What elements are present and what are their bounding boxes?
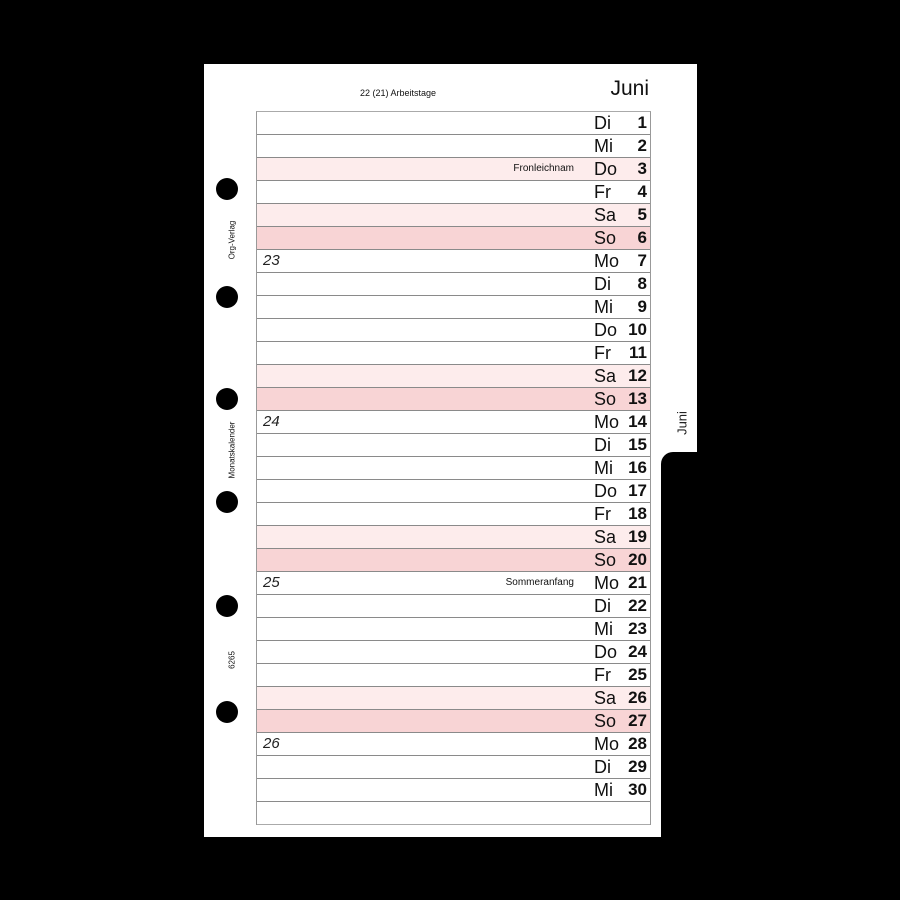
workdays-count: 22 (21) Arbeitstage <box>360 88 437 98</box>
weekday-label: Sa <box>594 527 617 547</box>
weekday-label: Do <box>594 159 618 179</box>
weekday-label: Sa <box>594 366 617 386</box>
punch-hole-icon <box>216 286 238 308</box>
day-row[interactable] <box>257 273 650 296</box>
day-row[interactable] <box>257 181 650 204</box>
day-row[interactable] <box>257 434 650 457</box>
day-number: 6 <box>637 228 647 247</box>
day-number: 27 <box>628 711 647 730</box>
day-row[interactable] <box>257 112 650 135</box>
day-number: 24 <box>628 642 647 661</box>
punch-hole-icon <box>216 491 238 513</box>
day-row[interactable] <box>257 710 650 733</box>
weekday-label: Mi <box>594 458 613 478</box>
day-row[interactable] <box>257 388 650 411</box>
month-tab[interactable] <box>660 64 697 452</box>
day-number: 3 <box>637 159 647 178</box>
weekday-label: Fr <box>594 504 611 524</box>
day-number: 10 <box>628 320 647 339</box>
day-row[interactable] <box>257 319 650 342</box>
day-number: 16 <box>628 458 647 477</box>
weekday-label: Mo <box>594 251 620 271</box>
weekday-label: Di <box>594 596 611 616</box>
weekday-label: Mi <box>594 297 613 317</box>
weekday-label: Mi <box>594 136 613 156</box>
day-number: 19 <box>628 527 647 546</box>
day-row[interactable] <box>257 411 650 434</box>
weekday-label: Do <box>594 320 618 340</box>
day-number: 14 <box>628 412 647 431</box>
day-row[interactable] <box>257 641 650 664</box>
day-row[interactable] <box>257 227 650 250</box>
weekday-label: Mi <box>594 619 613 639</box>
tab-corner <box>661 452 697 472</box>
weekday-label: Di <box>594 113 611 133</box>
day-row[interactable] <box>257 365 650 388</box>
day-row[interactable] <box>257 664 650 687</box>
month-tab-label: Juni <box>674 411 690 435</box>
weekday-label: So <box>594 389 617 409</box>
day-number: 9 <box>637 297 647 316</box>
weekday-label: Mo <box>594 573 620 593</box>
day-number: 22 <box>628 596 647 615</box>
day-row[interactable] <box>257 296 650 319</box>
day-number: 20 <box>628 550 647 569</box>
day-number: 18 <box>628 504 647 523</box>
weekday-label: Sa <box>594 688 617 708</box>
day-row[interactable] <box>257 480 650 503</box>
day-number: 15 <box>628 435 647 454</box>
punch-hole-icon <box>216 595 238 617</box>
punch-hole-icon <box>216 701 238 723</box>
day-number: 21 <box>628 573 647 592</box>
month-title: Juni <box>610 77 649 100</box>
day-row[interactable] <box>257 158 650 181</box>
holiday-note: Fronleichnam <box>513 163 574 174</box>
day-row[interactable] <box>257 595 650 618</box>
weekday-label: So <box>594 228 617 248</box>
weekday-label: Mo <box>594 734 620 754</box>
punch-hole-icon <box>216 178 238 200</box>
day-number: 17 <box>628 481 647 500</box>
day-row[interactable] <box>257 572 650 595</box>
holiday-note: Sommeranfang <box>505 577 574 588</box>
week-number: 26 <box>263 735 280 752</box>
day-number: 11 <box>629 343 647 362</box>
day-number: 29 <box>628 757 647 776</box>
day-row[interactable] <box>257 756 650 779</box>
week-number: 23 <box>263 252 280 269</box>
weekday-label: Fr <box>594 343 611 363</box>
day-number: 4 <box>637 182 647 201</box>
weekday-label: So <box>594 550 617 570</box>
weekday-label: Do <box>594 481 618 501</box>
weekday-label: Fr <box>594 665 611 685</box>
weekday-label: Sa <box>594 205 617 225</box>
week-number: 25 <box>263 574 280 591</box>
weekday-label: Fr <box>594 182 611 202</box>
weekday-label: Di <box>594 435 611 455</box>
day-row[interactable] <box>257 733 650 756</box>
day-row[interactable] <box>257 779 650 802</box>
day-number: 2 <box>637 136 647 155</box>
weekday-label: Di <box>594 274 611 294</box>
weekday-label: Mo <box>594 412 620 432</box>
day-row[interactable] <box>257 135 650 158</box>
product-label: Monatskalender <box>227 421 237 479</box>
article-number: 6265 <box>227 651 237 669</box>
day-number: 1 <box>637 113 647 132</box>
day-row[interactable] <box>257 549 650 572</box>
empty-row <box>257 802 650 825</box>
day-number: 8 <box>637 274 647 293</box>
day-number: 30 <box>628 780 647 799</box>
day-number: 28 <box>628 734 647 753</box>
weekday-label: Do <box>594 642 618 662</box>
publisher-label: Org-Verlag <box>227 220 237 260</box>
day-row[interactable] <box>257 204 650 227</box>
day-row[interactable] <box>257 687 650 710</box>
day-number: 26 <box>628 688 647 707</box>
day-number: 25 <box>628 665 647 684</box>
day-row[interactable] <box>257 503 650 526</box>
week-number: 24 <box>263 413 280 430</box>
day-row[interactable] <box>257 342 650 365</box>
day-row[interactable] <box>257 250 650 273</box>
day-table <box>256 111 651 825</box>
day-row[interactable] <box>257 526 650 549</box>
punch-hole-icon <box>216 388 238 410</box>
weekday-label: So <box>594 711 617 731</box>
day-row[interactable] <box>257 457 650 480</box>
day-number: 7 <box>637 251 647 270</box>
day-number: 13 <box>628 389 647 408</box>
day-number: 5 <box>637 205 647 224</box>
weekday-label: Mi <box>594 780 613 800</box>
weekday-label: Di <box>594 757 611 777</box>
day-row[interactable] <box>257 618 650 641</box>
day-number: 23 <box>628 619 647 638</box>
day-number: 12 <box>628 366 647 385</box>
